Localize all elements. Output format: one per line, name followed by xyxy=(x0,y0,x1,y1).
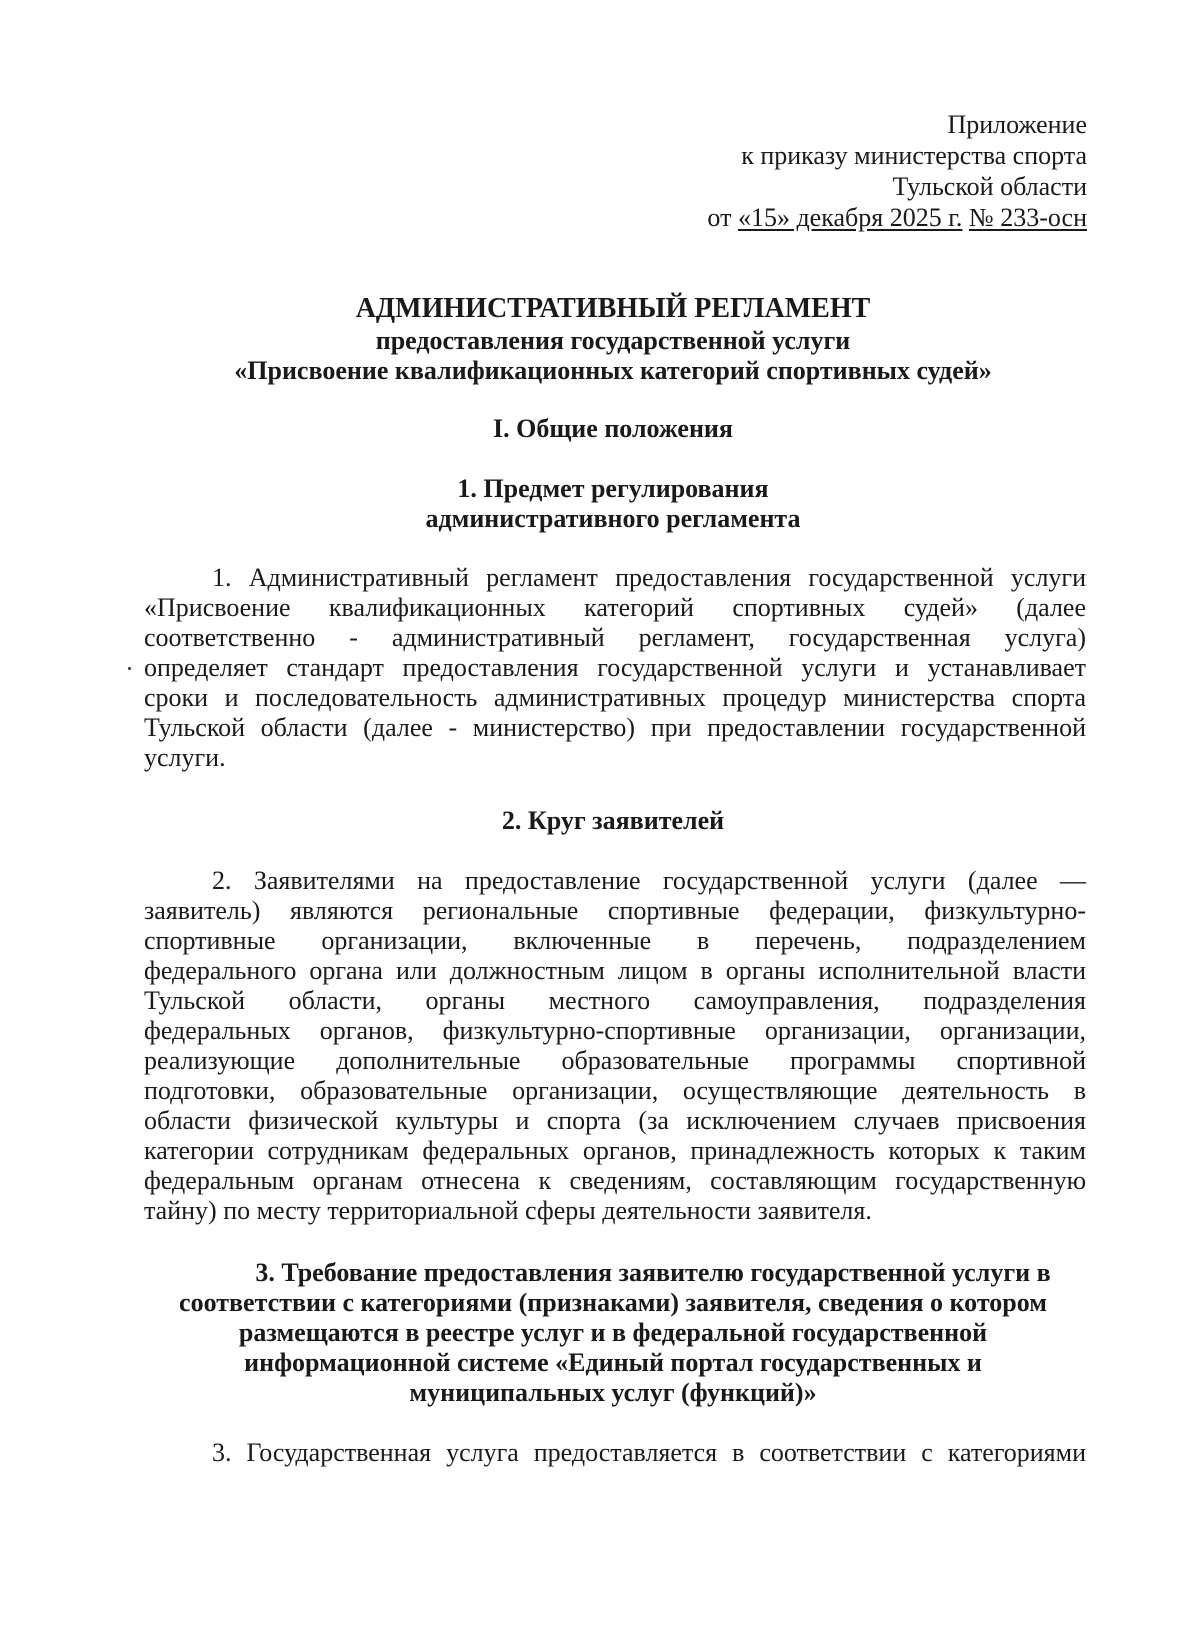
order-date: «15» декабря 2025 г. xyxy=(737,203,963,232)
paragraph-2-line: 2. Заявителями на предоставление государственной услуги (далее — xyxy=(212,866,1086,895)
subsection-3-line: информационной системе «Единый портал государственных и xyxy=(244,1348,982,1377)
paragraph-1 xyxy=(144,563,1086,773)
subsection-heading-1 xyxy=(120,474,1106,534)
document-title xyxy=(120,292,1106,386)
section-heading-1 xyxy=(120,414,1106,444)
paragraph-3 xyxy=(144,1438,1086,1468)
appendix-header xyxy=(707,109,1087,233)
order-number: № 233-осн xyxy=(968,203,1087,232)
title-line-1: АДМИНИСТРАТИВНЫЙ РЕГЛАМЕНТ xyxy=(355,293,871,324)
paragraph-1-line: сроки и последовательность административных процедур министерства спорта xyxy=(144,683,1086,712)
appendix-line-2: к приказу министерства спорта xyxy=(741,141,1087,170)
paragraph-1-line: «Присвоение квалификационных категорий спортивных судей» (далее xyxy=(144,593,1086,622)
paragraph-2-line: федеральных органов, физкультурно-спортивные организации, организации, xyxy=(144,1016,1086,1045)
appendix-line-4 xyxy=(707,202,1087,233)
subsection-1-line-2: административного регламента xyxy=(425,504,801,533)
subsection-3-line: 3. Требование предоставления заявителю государственной услуги в xyxy=(255,1258,1051,1287)
paragraph-2-line: федеральным органам отнесена к сведениям, составляющим государственную xyxy=(144,1166,1086,1195)
title-line-2: предоставления государственной услуги xyxy=(375,326,851,355)
paragraph-1-line: определяет стандарт предоставления государственной услуги и устанавливает xyxy=(144,653,1086,682)
subsection-2-title: 2. Круг заявителей xyxy=(501,806,725,835)
paragraph-2-line: подготовки, образовательные организации, осуществляющие деятельность в xyxy=(144,1076,1086,1105)
subsection-heading-3 xyxy=(120,1258,1106,1408)
order-date-prefix: от xyxy=(707,203,738,232)
paragraph-2-line: области физической культуры и спорта (за исключением случаев присвоения xyxy=(144,1106,1086,1135)
subsection-3-line: размещаются в реестре услуг и в федеральной государственной xyxy=(238,1318,988,1347)
subsection-3-line: соответствии с категориями (признаками) заявителя, сведения о котором xyxy=(179,1288,1047,1317)
paragraph-1-line: 1. Административный регламент предоставления государственной услуги xyxy=(212,563,1086,592)
paragraph-2-line: категории сотрудникам федеральных органов, принадлежность которых к таким xyxy=(144,1136,1086,1165)
paragraph-2-line: реализующие дополнительные образовательные программы спортивной xyxy=(144,1046,1086,1075)
paragraph-2-line: тайну) по месту территориальной сферы деятельности заявителя. xyxy=(144,1196,872,1225)
section-1-title: I. Общие положения xyxy=(493,414,733,443)
title-line-3: «Присвоение квалификационных категорий спортивных судей» xyxy=(234,356,992,385)
scan-speck xyxy=(128,667,131,670)
subsection-heading-2 xyxy=(120,806,1106,836)
paragraph-2-line: федерального органа или должностным лицом в органы исполнительной власти xyxy=(144,956,1086,985)
paragraph-2-line: Тульской области, органы местного самоуправления, подразделения xyxy=(144,986,1086,1015)
subsection-1-line-1: 1. Предмет регулирования xyxy=(457,474,769,503)
paragraph-2-line: заявитель) являются региональные спортивные федерации, физкультурно- xyxy=(144,896,1086,925)
paragraph-1-line: Тульской области (далее - министерство) при предоставлении государственной xyxy=(144,713,1086,742)
paragraph-1-line: услуги. xyxy=(144,743,226,772)
paragraph-2-line: спортивные организации, включенные в перечень, подразделением xyxy=(144,926,1086,955)
appendix-line-1: Приложение xyxy=(947,110,1087,139)
paragraph-3-line: 3. Государственная услуга предоставляется в соответствии с категориями xyxy=(212,1438,1086,1467)
appendix-line-3: Тульской области xyxy=(892,172,1087,201)
paragraph-2 xyxy=(144,866,1086,1226)
paragraph-1-line: соответственно - административный регламент, государственная услуга) xyxy=(144,623,1086,652)
subsection-3-line: муниципальных услуг (функций)» xyxy=(409,1378,817,1407)
